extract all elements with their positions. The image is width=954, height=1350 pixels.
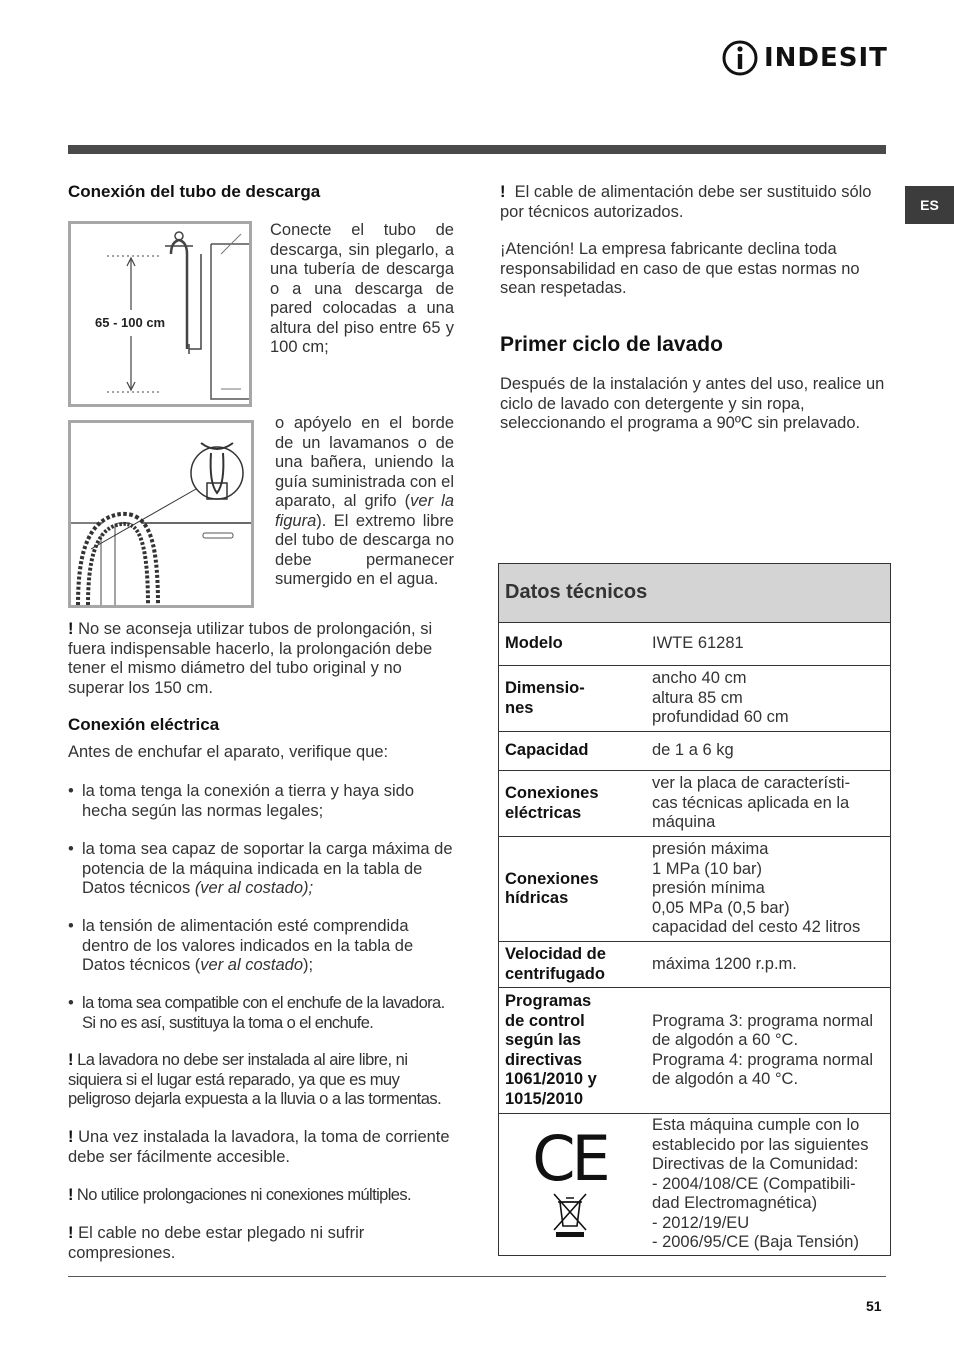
list-item <box>68 782 456 821</box>
height-range-label: 65 - 100 cm <box>95 315 166 330</box>
ce-compliance-text: Esta máquina cumple con lo establecido por las siguientes Directivas de la Comunidad: - 2004/108/CE (Compatibili- dad Electromagnética) - 2012/19/EU - 2006/95/CE (Baja Tensión) <box>640 1114 891 1256</box>
warning-mark: ! <box>500 183 506 201</box>
spec-key: Conexiones eléctricas <box>499 771 641 837</box>
bullet-text-main: la tensión de alimentación esté comprendida dentro de los valores indicados en la tabla de Datos técnicos ( <box>82 917 414 974</box>
outdoor-warning-text: La lavadora no debe ser instalada al aire libre, ni siquiera si el lugar está reparado, ya que es muy peligroso dejarla expuesta a la lluvia o a las tormentas. <box>68 1051 442 1108</box>
brand-logo <box>722 38 888 78</box>
bullet-dot: • <box>68 782 74 800</box>
extension-warning <box>68 620 456 698</box>
warning-mark: ! <box>68 620 74 638</box>
tech-specs-table <box>498 563 891 1256</box>
cable-bend-warning-text: El cable no debe estar plegado ni sufrir compresiones. <box>68 1224 365 1262</box>
spec-key: Conexiones hídricas <box>499 837 641 942</box>
see-side-ref: (ver al costado); <box>194 879 314 897</box>
spec-key: Modelo <box>499 623 641 666</box>
table-row <box>499 623 891 666</box>
bullet-text-main: la toma sea capaz de soportar la carga máxima de potencia de la máquina indicada en la tabla de Datos técnicos <box>82 840 453 897</box>
spec-key: Dimensio- nes <box>499 666 641 732</box>
cable-bend-warning <box>68 1224 456 1263</box>
page-number: 51 <box>866 1298 882 1314</box>
see-side-ref: ver al costado <box>200 956 304 974</box>
table-row <box>499 988 891 1114</box>
attention-note: ¡Atención! La empresa fabricante declina toda responsabilidad en caso de que estas normas no sean respetadas. <box>500 240 860 297</box>
spec-key: Capacidad <box>499 732 641 771</box>
spec-key: Programas de control según las directivas 1061/2010 y 1015/2010 <box>499 988 641 1114</box>
drain-text-1: Conecte el tubo de descarga, sin plegarlo, a una tubería de descarga o a una descarga de pared colocadas a una altura del piso entre 65 y 100 cm; <box>270 221 454 356</box>
table-row <box>499 942 891 988</box>
spec-value: máxima 1200 r.p.m. <box>640 942 891 988</box>
table-row <box>499 666 891 732</box>
weee-bin-icon <box>552 1192 588 1238</box>
drain-sink-figure <box>68 420 254 608</box>
socket-warning-text: Una vez instalada la lavadora, la toma de corriente debe ser fácilmente accesible. <box>68 1128 450 1166</box>
electrical-section-title: Conexión eléctrica <box>68 715 220 734</box>
ce-mark: CE <box>532 1121 607 1195</box>
multiple-connections-warning <box>68 1186 456 1206</box>
see-figure-ref: ver la figura <box>275 492 454 530</box>
bullet-text: la toma sea compatible con el enchufe de la lavadora. Si no es así, sustituya la toma o el enchufe. <box>82 994 445 1032</box>
first-cycle-title: Primer ciclo de lavado <box>500 333 723 356</box>
drain-section-title: Conexión del tubo de descarga <box>68 182 321 201</box>
list-item <box>68 994 456 1033</box>
bullet-dot: • <box>68 840 74 858</box>
list-item <box>68 840 456 899</box>
spec-value: ver la placa de característi- cas técnicas aplicada en la máquina <box>640 771 891 837</box>
outdoor-warning <box>68 1051 456 1110</box>
drain-text-2-part2: ). El extremo libre del tubo de descarga no debe permanecer sumergido en el agua. <box>275 511 454 588</box>
bullet-dot: • <box>68 994 74 1012</box>
table-row <box>499 771 891 837</box>
table-row <box>499 837 891 942</box>
table-row <box>499 732 891 771</box>
drain-height-illustration <box>71 224 249 404</box>
drain-height-figure <box>68 221 252 407</box>
multiple-connections-warning-text: No utilice prolongaciones ni conexiones múltiples. <box>76 1186 412 1204</box>
warning-mark: ! <box>68 1051 73 1069</box>
drain-sink-illustration <box>71 423 251 605</box>
spec-value: IWTE 61281 <box>640 623 891 666</box>
warning-mark: ! <box>68 1128 74 1146</box>
cable-replacement-warning-text: El cable de alimentación debe ser sustituido sólo por técnicos autorizados. <box>500 183 872 221</box>
brand-name: INDESIT <box>764 43 888 73</box>
first-cycle-text: Después de la instalación y antes del uso, realice un ciclo de lavado con detergente y sin ropa, seleccionando el programa a 90ºC sin prelavado. <box>500 375 885 432</box>
bottom-divider <box>68 1276 886 1277</box>
bullet-text-end: ); <box>303 956 314 974</box>
spec-value: presión máxima 1 MPa (10 bar) presión mínima 0,05 MPa (0,5 bar) capacidad del cesto 42 litros <box>640 837 891 942</box>
drain-text-2 <box>275 414 454 590</box>
spec-value: ancho 40 cm altura 85 cm profundidad 60 cm <box>640 666 891 732</box>
bullet-text <box>82 840 456 899</box>
spec-value: Programa 3: programa normal de algodón a 60 °C. Programa 4: programa normal de algodón a 40 °C. <box>640 988 891 1114</box>
language-tab: ES <box>905 186 954 224</box>
indesit-i-icon <box>722 38 758 78</box>
spec-value: de 1 a 6 kg <box>640 732 891 771</box>
bullet-text: la toma tenga la conexión a tierra y haya sido hecha según las normas legales; <box>82 782 415 820</box>
ce-mark-cell <box>499 1114 641 1256</box>
socket-warning <box>68 1128 456 1167</box>
extension-warning-text: No se aconseja utilizar tubos de prolongación, si fuera indispensable hacerlo, la prolongación debe tener el mismo diámetro del tubo original y no superar los 150 cm. <box>68 620 433 697</box>
electrical-intro: Antes de enchufar el aparato, verifique que: <box>68 743 389 761</box>
warning-mark: ! <box>68 1224 74 1242</box>
warning-mark: ! <box>68 1186 73 1204</box>
tech-specs-title: Datos técnicos <box>499 564 891 623</box>
bullet-dot: • <box>68 917 74 935</box>
spec-key: Velocidad de centrifugado <box>499 942 641 988</box>
bullet-text <box>82 917 456 976</box>
table-row <box>499 1114 891 1256</box>
list-item <box>68 917 456 976</box>
drain-text-2-part1: o apóyelo en el borde de un lavamanos o de una bañera, uniendo la guía suministrada con el aparato, al grifo ( <box>275 414 454 510</box>
top-divider <box>68 145 886 154</box>
cable-replacement-warning <box>500 183 888 222</box>
